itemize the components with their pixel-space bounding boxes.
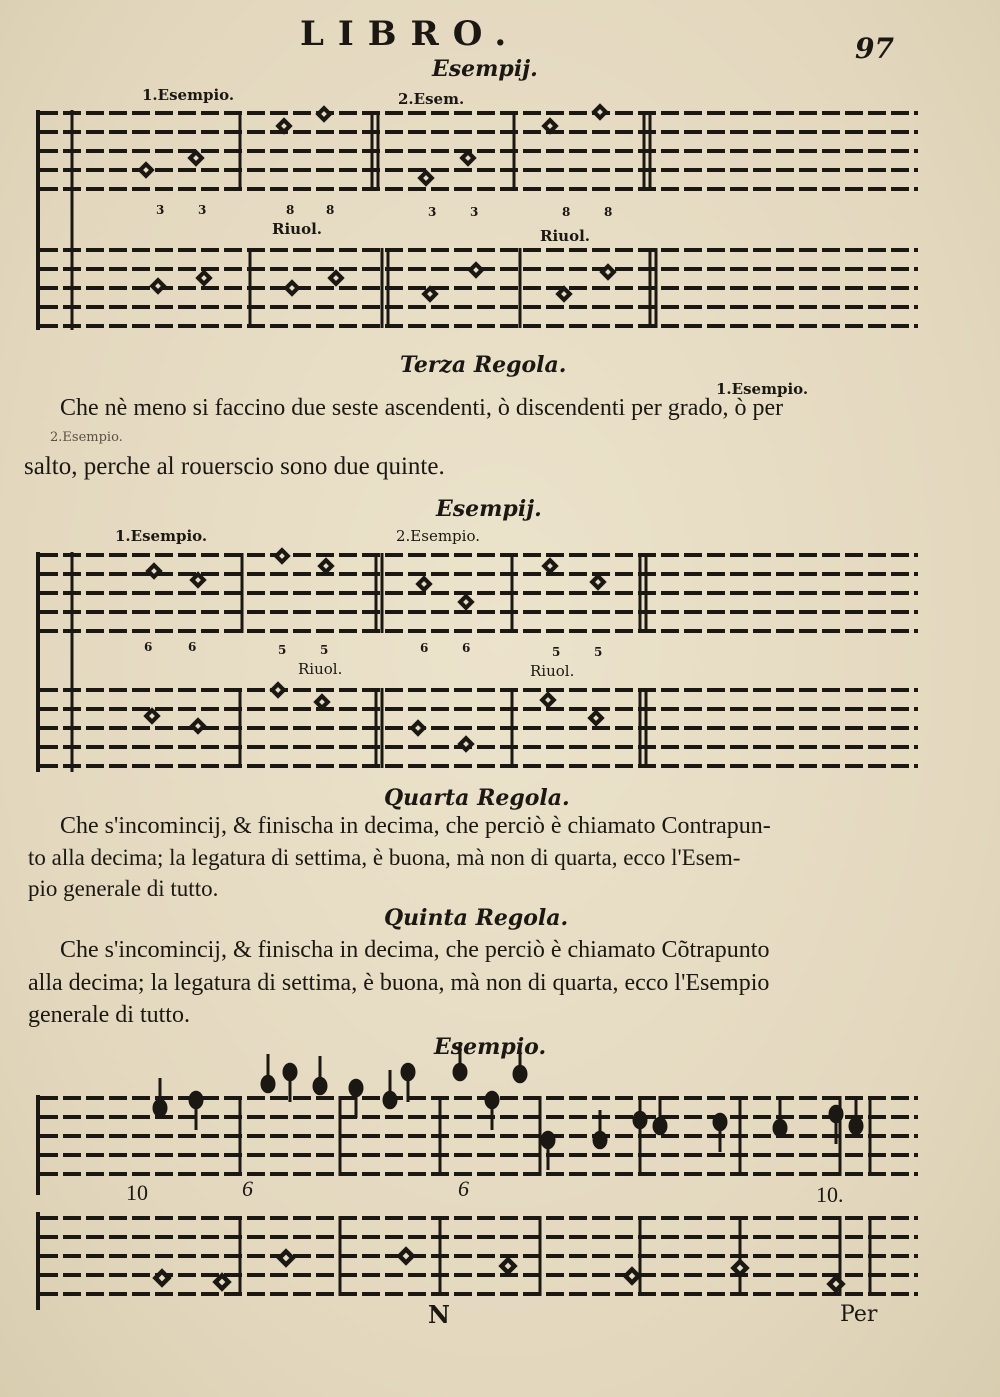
section3-figure: 10.: [816, 1182, 844, 1207]
section3-figure: 6: [242, 1176, 253, 1201]
rule4-text-line-3: pio generale di tutto.: [28, 876, 219, 901]
section1-figure: 3: [156, 203, 165, 217]
rule3-margin-label-1: 1.Esempio.: [716, 380, 809, 398]
section2-example-label-2: 2.Esempio.: [396, 527, 480, 545]
section3-figure: 6: [458, 1176, 469, 1201]
catchword: Per: [840, 1302, 878, 1327]
rule4-heading: Quarta Regola.: [384, 785, 570, 811]
section1-figure: 3: [470, 205, 479, 219]
section2-figure: 6: [188, 640, 197, 654]
section1-figure: 3: [198, 203, 207, 217]
rule3-heading: Terza Regola.: [400, 352, 567, 378]
section2-figure: 6: [420, 641, 429, 655]
section1-heading: Esempij.: [432, 56, 538, 82]
section2-example-label-1: 1.Esempio.: [115, 527, 208, 545]
section2-riuol-label: Riuol.: [530, 662, 575, 680]
section1-figure: 8: [326, 203, 335, 217]
section1-riuol-label: Riuol.: [272, 220, 322, 238]
rule5-text-line-2: alla decima; la legatura di settima, è buona, mà non di quarta, ecco l'Esempio: [28, 970, 770, 996]
section1-figure: 3: [428, 205, 437, 219]
section2-figure: 6: [144, 640, 153, 654]
page-header-title: LIBRO.: [300, 14, 521, 54]
page-number: 97: [855, 32, 894, 65]
section1-riuol-label: Riuol.: [540, 227, 590, 245]
section1-figure: 8: [562, 205, 571, 219]
rule5-heading: Quinta Regola.: [384, 905, 569, 931]
rule4-text-line-2: to alla decima; la legatura di settima, è buona, mà non di quarta, ecco l'Esem-: [28, 845, 741, 870]
section2-figure: 5: [320, 643, 329, 657]
section2-heading: Esempij.: [436, 496, 542, 522]
section2-riuol-label: Riuol.: [298, 660, 343, 678]
rule3-text-line-1: Che nè meno si faccino due seste ascendenti, ò discendenti per grado, ò per: [60, 395, 784, 421]
section2-figure: 5: [552, 645, 561, 659]
section2-figure: 6: [462, 641, 471, 655]
section3-figure: 10: [126, 1180, 148, 1205]
section1-example-label-1: 1.Esempio.: [142, 86, 235, 104]
rule3-margin-label-2: 2.Esempio.: [50, 430, 123, 445]
rule4-text-line-1: Che s'incomincij, & finischa in decima, che perciò è chiamato Contrapun-: [60, 813, 771, 839]
section1-figure: 8: [286, 203, 295, 217]
section1-example-label-2: 2.Esem.: [398, 90, 465, 108]
rule3-text-line-2: salto, perche al rouerscio sono due quinte.: [24, 453, 445, 480]
section2-figure: 5: [278, 643, 287, 657]
rule5-text-line-3: generale di tutto.: [28, 1002, 190, 1028]
signature-mark: N: [428, 1300, 450, 1329]
rule5-text-line-1: Che s'incomincij, & finischa in decima, che perciò è chiamato Cõtrapunto: [60, 937, 770, 963]
section3-heading: Esempio.: [434, 1034, 547, 1060]
section1-figure: 8: [604, 205, 613, 219]
section2-figure: 5: [594, 645, 603, 659]
